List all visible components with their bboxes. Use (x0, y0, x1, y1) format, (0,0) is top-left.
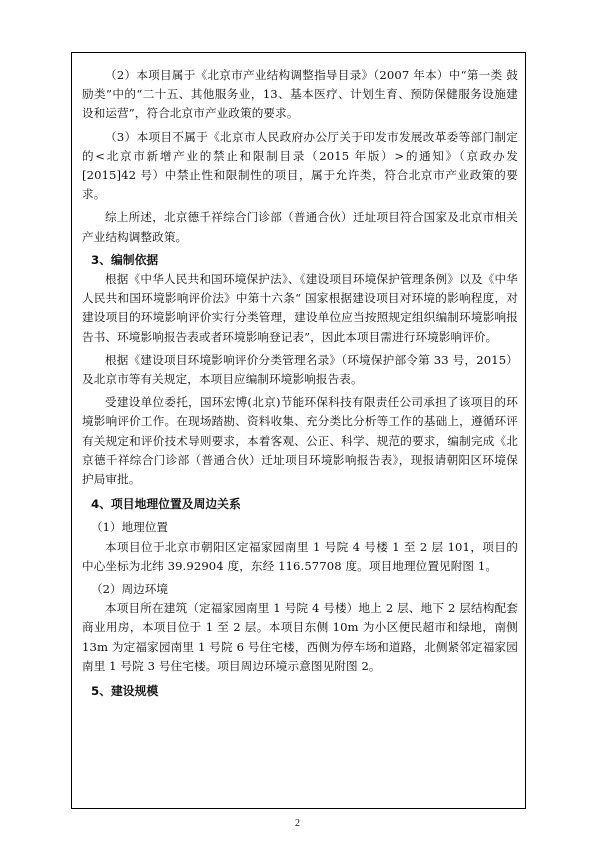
policy-paragraph-2: （2）本项目属于《北京市产业结构调整指导目录》（2007 年本）中“第一类 鼓励类”中的“二十五、其他服务业，13、基本医疗、计划生育、预防保健服务设施建设和运营”，符合北京市产业政策的要求。 (82, 68, 518, 121)
location-heading: 4、项目地理位置及周边关系 (91, 497, 241, 512)
basis-paragraph-1: 根据《中华人民共和国环境保护法》、《建设项目环境保护管理条例》以及《中华人民共和国环境影响评价法》中第十六条“ 国家根据建设项目对环境的影响程度，对建设项目的环境影响评价实行分类管理，建设单位应当按照规定组织编制环境影响报告书、环境影响报告表或者环境影响登记表”，因此本项目需进行环境影响评价。 (82, 272, 518, 344)
page-number: 2 (295, 818, 300, 829)
basis-heading: 3、编制依据 (91, 252, 159, 267)
report-content (82, 66, 518, 701)
basis-paragraph-2: 根据《建设项目环境影响评价分类管理名录》（环境保护部令第 33 号，2015）及北京市等有关规定，本项目应编制环境影响报告表。 (82, 352, 518, 387)
basis-paragraph-3: 受建设单位委托，国环宏博(北京)节能环保科技有限责任公司承担了该项目的环境影响评价工作。在现场踏勘、资料收集、充分类比分析等工作的基础上，遵循环评有关规定和评价技术导则要求，本着客观、公正、科学、规范的要求，编制完成《北京德千祥综合门诊部（普通合伙）迁址项目环境影响报告表》，现报请朝阳区环境保护局审批。 (82, 395, 518, 487)
scale-heading: 5、建设规模 (91, 684, 159, 699)
policy-paragraph-3: （3）本项目不属于《北京市人民政府办公厅关于印发市发展改革委等部门制定的<北京市新增产业的禁止和限制目录（2015 年版）>的通知》（京政办发[2015]42 号）中禁止性和限制性的项目，属于允许类，符合北京市产业政策的要求。 (82, 129, 518, 202)
location-paragraph-1: 本项目位于北京市朝阳区定福家园南里 1 号院 4 号楼 1 至 2 层 101，项目的中心坐标为北纬 39.92904 度，东经 116.57708 度。项目地理位置见附图 1。 (82, 539, 518, 573)
location-subheading-1: （1）地理位置 (91, 520, 168, 535)
location-paragraph-2: 本项目所在建筑（定福家园南里 1 号院 4 号楼）地上 2 层、地下 2 层结构配套商业用房，本项目位于 1 至 2 层。本项目东侧 10m 为小区便民超市和绿地，南侧 13m 为定福家园南里 1 号院 6 号住宅楼，西侧为停车场和道路，北侧紧邻定福家园南里 1 号院 3 号住宅楼。项目周边环境示意图见附图 2。 (82, 601, 518, 673)
location-subheading-2: （2）周边环境 (91, 582, 168, 597)
policy-summary: 综上所述，北京德千祥综合门诊部（普通合伙）迁址项目符合国家及北京市相关产业结构调整政策。 (82, 210, 518, 244)
